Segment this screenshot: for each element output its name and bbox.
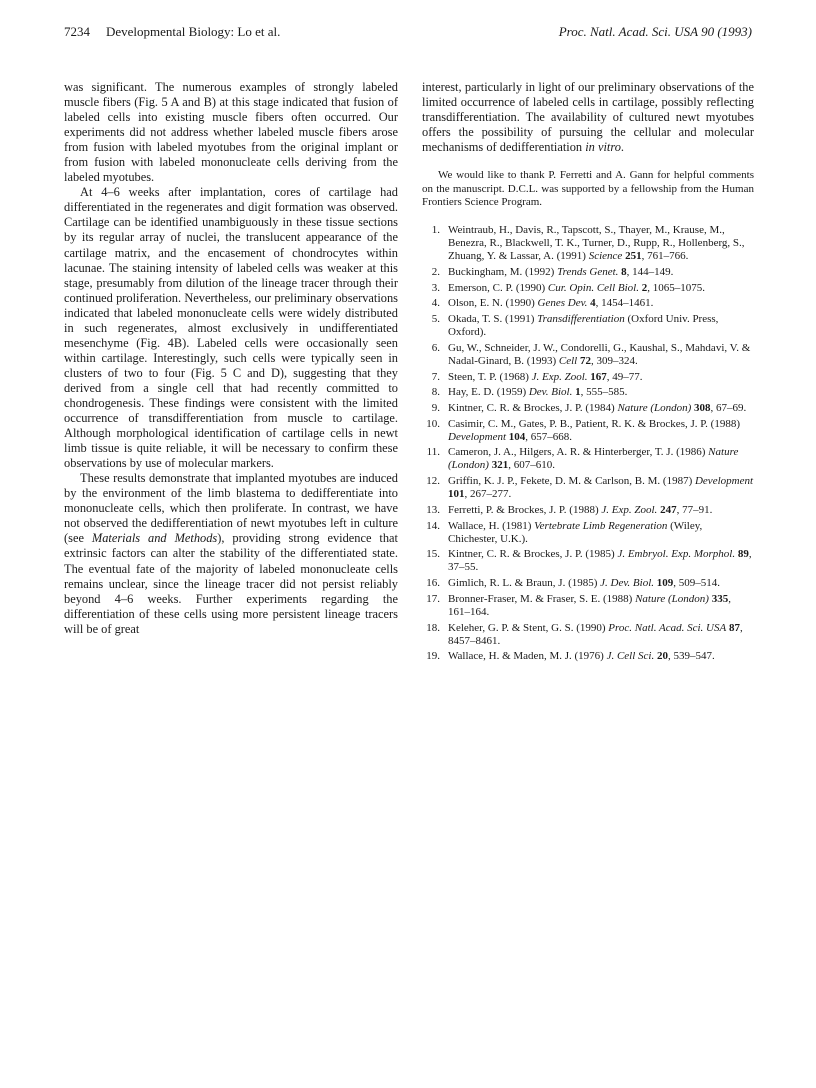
reference-authors: Cameron, J. A., Hilgers, A. R. & Hinterberger, T. J. (1986) (448, 446, 709, 459)
journal-citation: Proc. Natl. Acad. Sci. USA 90 (1993) (558, 24, 752, 39)
reference-pages: , 161–164. (448, 592, 731, 618)
reference-volume: 251 (622, 250, 642, 263)
reference-authors: Wallace, H. & Maden, M. J. (1976) (448, 650, 607, 663)
reference-number: 11. (426, 446, 440, 459)
right-column (422, 80, 754, 666)
reference-journal: Cell (558, 354, 578, 367)
reference-pages: , 657–668. (525, 430, 573, 443)
body-paragraph (422, 80, 754, 155)
reference-pages: (Oxford Univ. Press, Oxford). (448, 312, 719, 339)
reference-volume: 89 (735, 548, 749, 561)
reference-journal: J. Cell Sci. (606, 650, 655, 663)
reference-item (422, 402, 754, 415)
reference-item (422, 297, 754, 310)
reference-journal: J. Exp. Zool. (531, 370, 588, 383)
reference-item (422, 593, 754, 619)
reference-item (422, 475, 754, 501)
text-run: . (620, 140, 625, 155)
reference-volume: 101 (448, 488, 465, 501)
reference-number: 5. (431, 312, 440, 325)
reference-list (422, 224, 754, 664)
reference-authors: Emerson, C. P. (1990) (448, 281, 548, 294)
reference-number: 14. (426, 519, 440, 532)
reference-authors: Casimir, C. M., Gates, P. B., Patient, R. K. & Brockes, J. P. (1988) (448, 417, 740, 430)
body-paragraph: At 4–6 weeks after implantation, cores of cartilage had differentiated in the regenerates and digit formation was observed. Cartilage can be identified unambiguously in these tissue sections by its regular array of nuclei, the translucent appearance of the cartilage matrix, and the encasement of chondrocytes within lacunae. The staining intensity of labeled cells was weaker at this stage, presumably from dilution of the lineage tracer through their continued proliferation. Nevertheless, our preliminary observations indicated that labeled mononucleate cells were widely distributed in such regenerates, almost exclusively in undifferentiated mesenchyme (Fig. 4B). Labeled cells were occasionally seen within cartilage. Interestingly, such cells were typically seen in clusters of two to four (Fig. 5 C and D), suggesting that they derived from a single cell that had recently committed to chondrogenesis. These findings were consistent with the limited occurrence of transdifferentiation from muscle to cartilage. Although morphological identification of cartilage cells in newt limb tissue is quite reliable, it will be necessary to confirm these observations by use of molecular markers. (64, 185, 398, 471)
reference-number: 4. (431, 297, 440, 310)
reference-journal: Genes Dev. (537, 297, 588, 310)
reference-journal: Nature (London) (617, 401, 692, 414)
reference-pages: , 67–69. (710, 401, 747, 414)
reference-volume: 104 (506, 430, 526, 443)
reference-volume: 8 (618, 265, 627, 278)
reference-journal: J. Exp. Zool. (601, 503, 658, 516)
page-number: 7234 (64, 24, 90, 39)
reference-volume: 20 (654, 650, 668, 663)
reference-volume: 4 (587, 297, 596, 310)
reference-number: 9. (431, 401, 440, 414)
reference-item (422, 266, 754, 279)
reference-item (422, 386, 754, 399)
reference-authors: Griffin, K. J. P., Fekete, D. M. & Carlson, B. M. (1987) (448, 475, 695, 488)
reference-number: 16. (426, 577, 440, 590)
page-header (64, 24, 752, 44)
reference-item (422, 224, 754, 263)
reference-pages: , 607–610. (508, 459, 555, 472)
reference-volume: 72 (577, 354, 591, 367)
reference-authors: Weintraub, H., Davis, R., Tapscott, S., Thayer, M., Krause, M., Benezra, R., Blackwell, T. K., Turner, D., Rupp, R., Hollenberg, S., Zhuang, Y. & Lassar, A. (1991) (448, 224, 745, 263)
reference-pages: , 761–766. (641, 250, 689, 263)
reference-number: 15. (426, 548, 440, 561)
reference-volume: 308 (691, 401, 711, 414)
reference-journal: J. Embryol. Exp. Morphol. (617, 548, 736, 561)
reference-volume: 247 (657, 503, 677, 516)
reference-pages: , 144–149. (626, 265, 674, 278)
reference-pages: , 309–324. (590, 354, 638, 367)
reference-number: 7. (431, 370, 440, 383)
reference-item (422, 446, 754, 472)
left-column (64, 80, 398, 637)
reference-pages: , 539–547. (667, 650, 715, 663)
reference-item (422, 577, 754, 590)
reference-item (422, 504, 754, 517)
reference-item (422, 313, 754, 339)
reference-pages: , 37–55. (448, 548, 752, 574)
text-run: These results demonstrate that implanted myotubes are induced by the environment of the limb blastema to dedifferentiate into mononucleate cells, which then proliferate. In contrast, we have not observed the dedifferentiation of newt myotubes left in culture (see (64, 471, 398, 546)
reference-journal: Science (588, 250, 623, 263)
body-paragraph: was significant. The numerous examples of strongly labeled muscle fibers (Fig. 5 A and B) at this stage indicated that fusion of labeled cells into existing muscle fibers often occurred. Our experiments did not address whether labeled muscle fibers arose from fusion with labeled myotubes from the original implant or from fusion with labeled mononucleate cells deriving from the labeled myotubes. (64, 80, 398, 185)
text-run: interest, particularly in light of our preliminary observations of the limited occurrence of labeled cells in cartilage, possibly reflecting transdifferentiation. The availability of cultured newt myotubes offers the possibility of pursuing the cellular and molecular mechanisms of dedifferentiation (422, 80, 754, 155)
reference-authors: Bronner-Fraser, M. & Fraser, S. E. (1988) (448, 592, 636, 605)
reference-journal: Nature (London) (448, 446, 739, 472)
reference-authors: Gimlich, R. L. & Braun, J. (1985) (448, 577, 601, 590)
reference-number: 10. (426, 417, 440, 430)
reference-journal: Vertebrate Limb Regeneration (534, 519, 668, 532)
reference-journal: J. Dev. Biol. (600, 577, 655, 590)
reference-journal: Nature (London) (635, 592, 709, 605)
reference-volume: 109 (654, 577, 674, 590)
reference-authors: Wallace, H. (1981) (448, 519, 535, 532)
reference-number: 6. (431, 341, 440, 354)
reference-number: 8. (431, 386, 440, 399)
reference-pages: (Wiley, Chichester, U.K.). (448, 519, 703, 545)
running-title: Developmental Biology: Lo et al. (106, 24, 281, 39)
reference-pages: , 8457–8461. (448, 621, 743, 647)
reference-item (422, 548, 754, 574)
reference-authors: Kintner, C. R. & Brockes, J. P. (1985) (448, 548, 618, 561)
reference-number: 1. (431, 224, 440, 237)
reference-number: 3. (431, 281, 440, 294)
body-paragraph (64, 471, 398, 637)
reference-item (422, 520, 754, 546)
reference-number: 17. (426, 592, 440, 605)
reference-authors: Buckingham, M. (1992) (448, 265, 558, 278)
reference-item (422, 371, 754, 384)
reference-authors: Keleher, G. P. & Stent, G. S. (1990) (448, 621, 609, 634)
acknowledgment: We would like to thank P. Ferretti and A. Gann for helpful comments on the manuscript. D.C.L. was supported by a fellowship from the Human Frontiers Science Program. (422, 169, 754, 209)
reference-authors: Olson, E. N. (1990) (448, 297, 538, 310)
reference-item (422, 342, 754, 368)
reference-volume: 1 (572, 386, 581, 399)
reference-authors: Steen, T. P. (1968) (448, 370, 532, 383)
reference-journal: Trends Genet. (557, 265, 619, 278)
reference-pages: , 49–77. (606, 370, 643, 383)
reference-pages: , 1454–1461. (595, 297, 654, 310)
reference-authors: Hay, E. D. (1959) (448, 386, 529, 399)
reference-volume: 321 (488, 459, 509, 472)
reference-item (422, 650, 754, 663)
reference-journal: Cur. Opin. Cell Biol. (547, 281, 639, 294)
reference-authors: Okada, T. S. (1991) (448, 312, 538, 325)
reference-pages: , 267–277. (464, 488, 512, 501)
reference-number: 13. (426, 503, 440, 516)
reference-number: 12. (426, 475, 440, 488)
reference-volume: 87 (726, 621, 740, 634)
reference-pages: , 77–91. (676, 503, 713, 516)
reference-journal: Dev. Biol. (528, 386, 573, 399)
reference-authors: Kintner, C. R. & Brockes, J. P. (1984) (448, 401, 618, 414)
text-run: ), providing strong evidence that extrinsic factors can alter the stability of the differentiated state. The eventual fate of the majority of labeled mononucleate cells remains unclear, since the lineage tracer did not persist reliably beyond 4–6 weeks. Further experiments regarding the differentiation of these cells using more persistent lineage tracers will be of great (64, 531, 398, 636)
reference-journal: Development (694, 475, 754, 488)
reference-authors: Ferretti, P. & Brockes, J. P. (1988) (448, 503, 602, 516)
reference-number: 18. (426, 621, 440, 634)
reference-volume: 335 (708, 592, 729, 605)
reference-pages: , 509–514. (673, 577, 721, 590)
reference-number: 2. (431, 265, 440, 278)
reference-item (422, 622, 754, 648)
reference-number: 19. (426, 650, 440, 663)
reference-authors: Gu, W., Schneider, J. W., Condorelli, G., Kaushal, S., Mahdavi, V. & Nadal-Ginard, B. (1993) (448, 341, 751, 367)
reference-item (422, 282, 754, 295)
italic-text: in vitro (585, 140, 621, 155)
reference-pages: , 555–585. (580, 386, 628, 399)
reference-journal: Transdifferentiation (537, 312, 625, 325)
reference-journal: Development (448, 430, 507, 443)
italic-text: Materials and Methods (91, 531, 218, 546)
reference-pages: , 1065–1075. (647, 281, 705, 294)
reference-journal: Proc. Natl. Acad. Sci. USA (608, 621, 727, 634)
reference-item (422, 418, 754, 444)
reference-volume: 167 (587, 370, 607, 383)
reference-volume: 2 (638, 281, 648, 294)
